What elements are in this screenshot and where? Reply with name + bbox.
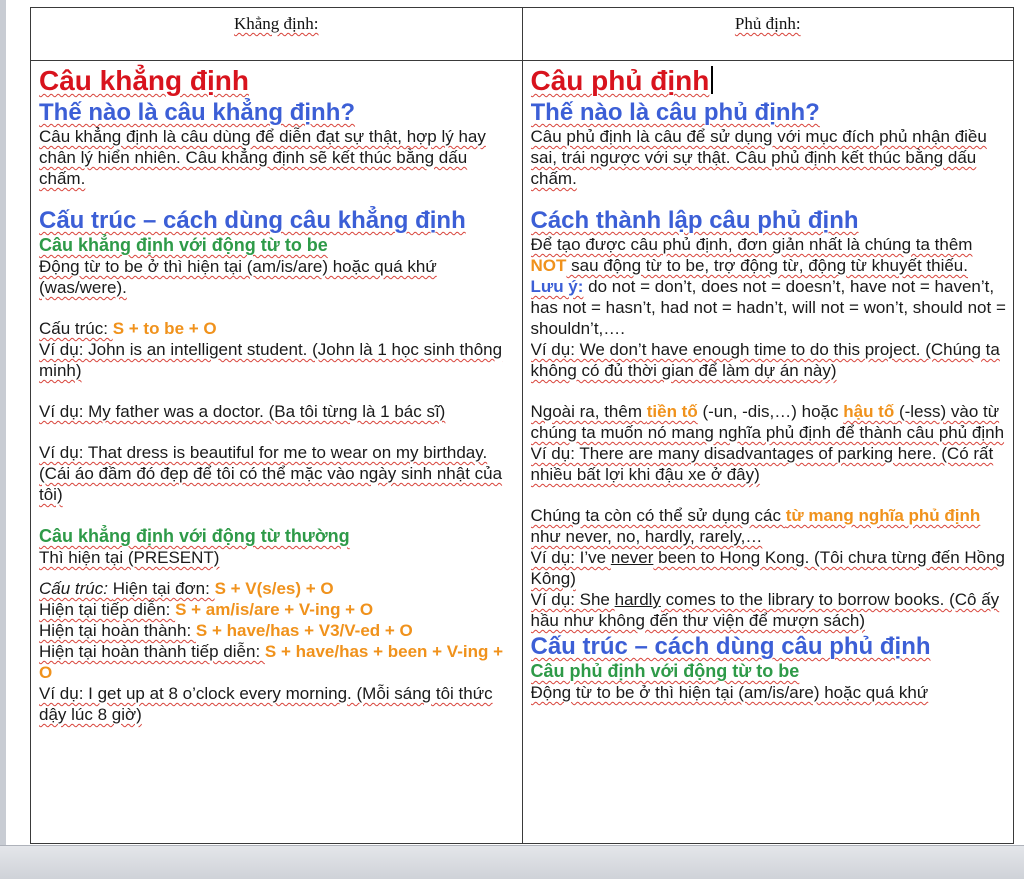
negative-formation-heading: Cách thành lập câu phủ định bbox=[530, 207, 859, 234]
negative-structure-heading: Cấu trúc – cách dùng câu phủ định bbox=[530, 633, 931, 660]
present-perfect-continuous-structure: Hiện tại hoàn thành tiếp diễn: S + have/has + been + V-ing + O bbox=[39, 642, 503, 682]
affirmative-tobe-heading: Câu khẳng định với động từ to be bbox=[39, 235, 328, 255]
affirmative-question-heading: Thế nào là câu khẳng định? bbox=[39, 99, 356, 126]
text-cursor bbox=[711, 66, 713, 94]
negative-example-4: Ví dụ: She hardly comes to the library to borrow books. (Cô ấy hầu như không đến thư viện để mượn sách) bbox=[530, 590, 1000, 630]
present-simple-structure: Cấu trúc: Hiện tại đơn: S + V(s/es) + O bbox=[39, 579, 334, 598]
example-3: Ví dụ: That dress is beautiful for me to wear on my birthday. (Cái áo đầm đó đẹp để tôi có thể mặc vào ngày sinh nhật của tôi) bbox=[39, 443, 503, 504]
affirmative-structure-heading: Cấu trúc – cách dùng câu khẳng định bbox=[39, 207, 466, 234]
negative-words-text: Chúng ta còn có thể sử dụng các từ mang nghĩa phủ định như never, no, hardly, rarely,… bbox=[530, 506, 981, 546]
negative-tobe-text: Động từ to be ở thì hiện tại (am/is/are) hoặc quá khứ bbox=[530, 683, 929, 702]
example-1: Ví dụ: John is an intelligent student. (John là 1 học sinh thông minh) bbox=[39, 340, 503, 380]
page-margin-rule bbox=[0, 0, 6, 845]
example-4: Ví dụ: I get up at 8 o’clock every morning. (Mỗi sáng tôi thức dậy lúc 8 giờ) bbox=[39, 684, 493, 724]
negative-example-2: Ví dụ: There are many disadvantages of parking here. (Có rất nhiều bất lợi khi đậu xe ở đây) bbox=[530, 444, 994, 484]
affirmative-title: Câu khẳng định bbox=[39, 65, 249, 96]
example-2: Ví dụ: My father was a doctor. (Ba tôi từng là 1 bác sĩ) bbox=[39, 402, 446, 421]
header-affirmative[interactable]: Khẳng định: bbox=[31, 8, 523, 61]
present-label: Thì hiện tại (PRESENT) bbox=[39, 548, 220, 567]
negative-affix-text: Ngoài ra, thêm tiền tố (-un, -dis,…) hoặc hậu tố (-less) vào từ chúng ta muốn nó mang nghĩa phủ định để thành câu phủ định bbox=[530, 402, 1005, 442]
negative-title: Câu phủ định bbox=[531, 65, 1008, 97]
affirmative-tobe-structure: Cấu trúc: S + to be + O bbox=[39, 319, 217, 338]
comparison-table bbox=[30, 7, 1014, 844]
negative-cell[interactable] bbox=[522, 61, 1014, 844]
negative-example-1: Ví dụ: We don’t have enough time to do this project. (Chúng ta không có đủ thời gian để làm dự án này) bbox=[530, 340, 1000, 380]
negative-example-3: Ví dụ: I’ve never been to Hong Kong. (Tôi chưa từng đến Hồng Kông) bbox=[530, 548, 1006, 588]
affirmative-tobe-text: Động từ to be ở thì hiện tại (am/is/are) hoặc quá khứ (was/were). bbox=[39, 257, 437, 297]
status-bar bbox=[0, 845, 1024, 879]
negative-formation-text: Để tạo được câu phủ định, đơn giản nhất là chúng ta thêm NOT sau động từ to be, trợ động từ, động từ khuyết thiếu. bbox=[530, 235, 973, 275]
present-perfect-structure: Hiện tại hoàn thành: S + have/has + V3/V-ed + O bbox=[39, 621, 413, 640]
affirmative-normal-verb-heading: Câu khẳng định với động từ thường bbox=[39, 526, 350, 546]
header-negative[interactable]: Phủ định: bbox=[522, 8, 1014, 61]
negative-tobe-heading: Câu phủ định với động từ to be bbox=[530, 661, 800, 681]
affirmative-cell[interactable] bbox=[31, 61, 523, 844]
affirmative-definition: Câu khẳng định là câu dùng để diễn đạt sự thật, hợp lý hay chân lý hiển nhiên. Câu khẳng định sẽ kết thúc bằng dấu chấm. bbox=[39, 127, 486, 188]
negative-note: Lưu ý: do not = don’t, does not = doesn’t, have not = haven’t, has not = hasn’t, had not = hadn’t, will not = won’t, should not = shouldn’t,…. bbox=[530, 277, 1006, 338]
present-continuous-structure: Hiện tại tiếp diễn: S + am/is/are + V-ing + O bbox=[39, 600, 374, 619]
negative-question-heading: Thế nào là câu phủ định? bbox=[530, 99, 820, 126]
negative-definition: Câu phủ định là câu để sử dụng với mục đích phủ nhận điều sai, trái ngược với sự thật. Câu phủ định kết thúc bằng dấu chấm. bbox=[530, 127, 987, 188]
